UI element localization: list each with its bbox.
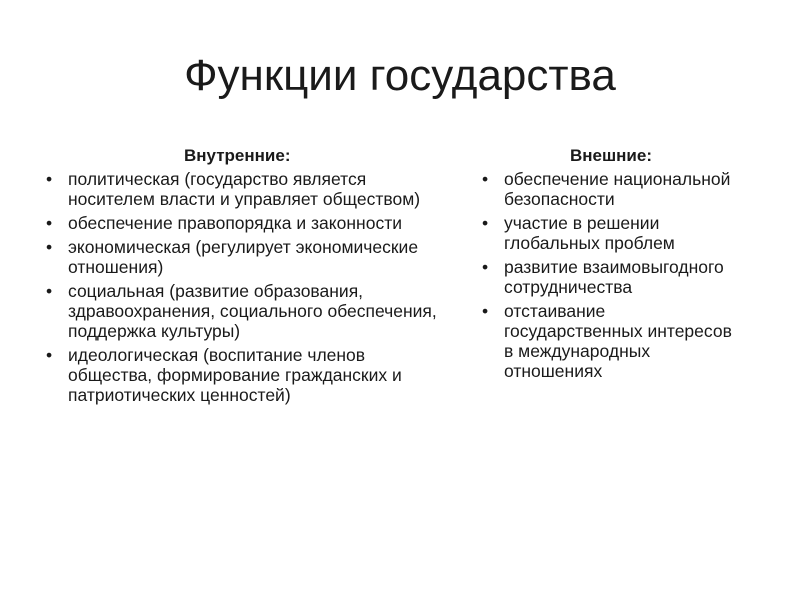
slide-title: Функции государства	[184, 51, 616, 100]
list-item	[44, 237, 444, 277]
list-item	[44, 169, 444, 209]
bullet-icon: •	[482, 169, 489, 189]
list-item-text: отстаивание государственных интересов в международных отношениях	[504, 301, 732, 381]
list-item-text: политическая (государство является носителем власти и управляет обществом)	[68, 169, 421, 209]
external-functions-column	[480, 146, 740, 385]
list-item-text: экономическая (регулирует экономические отношения)	[68, 237, 419, 277]
list-item-text: развитие взаимовыгодного сотрудничества	[504, 257, 724, 297]
internal-functions-column	[44, 146, 444, 409]
list-item	[480, 301, 740, 381]
list-item	[480, 257, 740, 297]
bullet-icon: •	[46, 169, 53, 189]
list-item-text: обеспечение правопорядка и законности	[68, 213, 402, 233]
bullet-icon: •	[482, 301, 489, 321]
bullet-icon: •	[46, 213, 53, 233]
bullet-icon: •	[46, 281, 53, 301]
external-functions-heading: Внешние:	[570, 146, 653, 165]
bullet-icon: •	[482, 213, 489, 233]
internal-functions-list	[44, 169, 444, 405]
bullet-icon: •	[46, 345, 53, 365]
external-functions-list	[480, 169, 740, 381]
list-item-text: социальная (развитие образования, здравоохранения, социального обеспечения, поддержка культуры)	[68, 281, 437, 341]
list-item-text: участие в решении глобальных проблем	[504, 213, 675, 253]
list-item	[44, 213, 444, 233]
bullet-icon: •	[46, 237, 53, 257]
list-item	[44, 281, 444, 341]
list-item-text: идеологическая (воспитание членов общества, формирование гражданских и патриотических ценностей)	[68, 345, 402, 405]
list-item	[480, 213, 740, 253]
bullet-icon: •	[482, 257, 489, 277]
list-item-text: обеспечение национальной безопасности	[504, 169, 731, 209]
list-item	[480, 169, 740, 209]
internal-functions-heading: Внутренние:	[184, 146, 291, 165]
list-item	[44, 345, 444, 405]
